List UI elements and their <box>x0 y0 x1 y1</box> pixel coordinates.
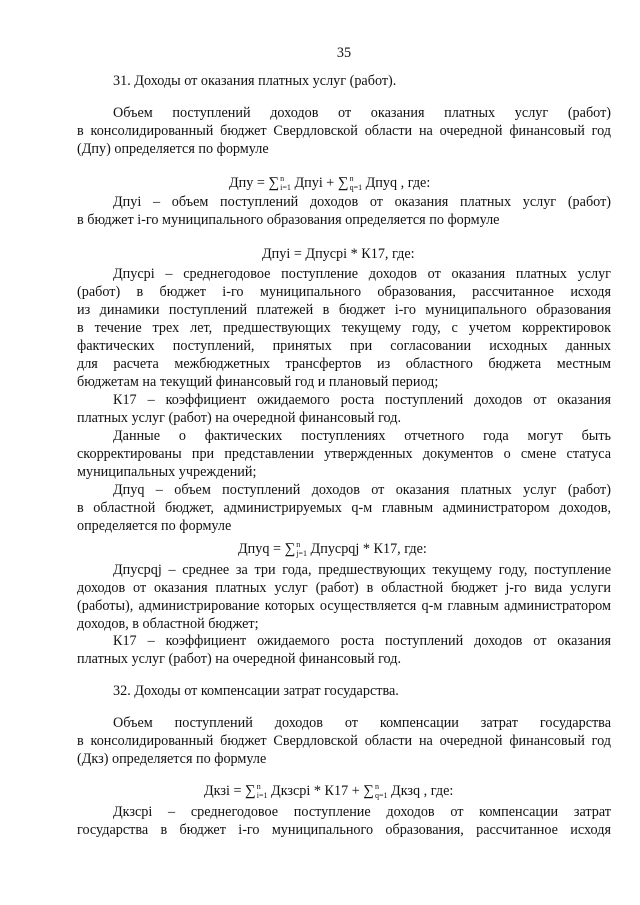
sum-symbol: ∑ <box>337 175 349 191</box>
paragraph-line: доходов, в областной бюджет; <box>77 616 259 632</box>
paragraph-line: в течение трех лет, предшествующих текущему году, с учетом корректировок <box>77 320 611 336</box>
paragraph-line: в бюджет i-го муниципального образования определяется по формуле <box>77 212 500 228</box>
paragraph-line: бюджетам на текущий финансовый год и плановый период; <box>77 374 439 390</box>
paragraph-line: Данные о фактических поступлениях отчетного года могут быть <box>113 428 611 444</box>
paragraph-line: из динамики поступлений платежей в бюджет i-го муниципального образования <box>77 302 611 318</box>
paragraph-line: (работ) в бюджет i-го муниципального образования, рассчитанное исходя <box>77 284 611 300</box>
formula-dpu <box>229 174 430 192</box>
paragraph-line: (работы), администрирование которых осуществляется q-м главным администратором <box>77 598 611 614</box>
formula-text: Дкзi = <box>204 783 242 799</box>
paragraph-line: Дпуi – объем поступлений доходов от оказания платных услуг (работ) <box>113 194 611 210</box>
sum-symbol: ∑ <box>363 783 374 799</box>
formula-text: Дпу = <box>229 175 265 191</box>
paragraph-line: Дпусрi – среднегодовое поступление доходов от оказания платных услуг <box>113 266 611 282</box>
sum-lower: i=1 <box>280 183 291 193</box>
formula-text: Дпуi + <box>294 175 335 191</box>
paragraph-line: платных услуг (работ) на очередной финансовый год. <box>77 410 401 426</box>
page-number: 35 <box>336 45 352 61</box>
sum-limits <box>280 175 291 192</box>
sum-limits <box>350 175 363 192</box>
paragraph-line: для расчета межбюджетных трансфертов из областного бюджета местным <box>77 356 611 372</box>
sum-symbol: ∑ <box>268 175 280 191</box>
formula-text: Дкзсрi * К17 + <box>271 783 360 799</box>
paragraph-line: в областной бюджет, администрируемых q-м главным администратором доходов, <box>77 500 611 516</box>
sum-limits <box>296 541 307 558</box>
sum-upper: n <box>349 174 354 184</box>
paragraph-line: в консолидированный бюджет Свердловской области на очередной финансовый год <box>77 733 611 749</box>
paragraph-line: К17 – коэффициент ожидаемого роста поступлений доходов от оказания <box>113 633 611 649</box>
paragraph-line: Объем поступлений доходов от оказания платных услуг (работ) <box>113 105 611 121</box>
formula-dkz <box>204 782 453 800</box>
formula-text: Дкзq , где: <box>391 783 454 799</box>
paragraph-line: К17 – коэффициент ожидаемого роста поступлений доходов от оказания <box>113 392 611 408</box>
sum-symbol: ∑ <box>245 783 256 799</box>
sum-upper: n <box>280 174 285 184</box>
formula-dpuq <box>238 540 427 558</box>
paragraph-line: Дпуq – объем поступлений доходов от оказания платных услуг (работ) <box>113 482 611 498</box>
paragraph-line: Дпусрqj – среднее за три года, предшествующих текущему году, поступление <box>113 562 611 578</box>
sum-lower: i=1 <box>256 791 268 801</box>
paragraph-line: доходов от оказания платных услуг (работ) в областной бюджет j-го вида услуги <box>77 580 611 596</box>
section-31-heading: 31. Доходы от оказания платных услуг (работ). <box>113 73 397 89</box>
formula-text: Дпуq = <box>238 541 282 557</box>
formula-dpui: Дпуi = Дпусрi * К17, где: <box>262 246 415 262</box>
paragraph-line: государства в бюджет i-го муниципального образования, рассчитанное исходя <box>77 822 611 838</box>
paragraph-line: скорректированы при представлении утвержденных документов о смене статуса <box>77 446 611 462</box>
paragraph-line: Дкзсрi – среднегодовое поступление доходов от компенсации затрат <box>113 804 611 820</box>
sum-lower: q=1 <box>349 183 363 193</box>
sum-upper: n <box>296 540 301 550</box>
paragraph-line: Объем поступлений доходов от компенсации затрат государства <box>113 715 611 731</box>
sum-limits <box>257 783 268 800</box>
sum-lower: j=1 <box>296 549 307 559</box>
section-32-heading: 32. Доходы от компенсации затрат государства. <box>113 683 399 699</box>
sum-upper: n <box>256 782 261 792</box>
paragraph-line: (Дпу) определяется по формуле <box>77 141 269 157</box>
formula-text: Дпусрqj * К17, где: <box>310 541 427 557</box>
paragraph-line: в консолидированный бюджет Свердловской области на очередной финансовый год <box>77 123 611 139</box>
sum-symbol: ∑ <box>284 541 296 557</box>
sum-upper: n <box>374 782 379 792</box>
paragraph-line: платных услуг (работ) на очередной финансовый год. <box>77 651 401 667</box>
formula-text: Дпуq , где: <box>365 175 431 191</box>
sum-limits <box>375 783 388 800</box>
sum-lower: q=1 <box>374 791 388 801</box>
paragraph-line: фактических поступлений, принятых при согласовании исходных данных <box>77 338 611 354</box>
paragraph-line: определяется по формуле <box>77 518 232 534</box>
paragraph-line: (Дкз) определяется по формуле <box>77 751 267 767</box>
paragraph-line: муниципальных учреждений; <box>77 464 257 480</box>
